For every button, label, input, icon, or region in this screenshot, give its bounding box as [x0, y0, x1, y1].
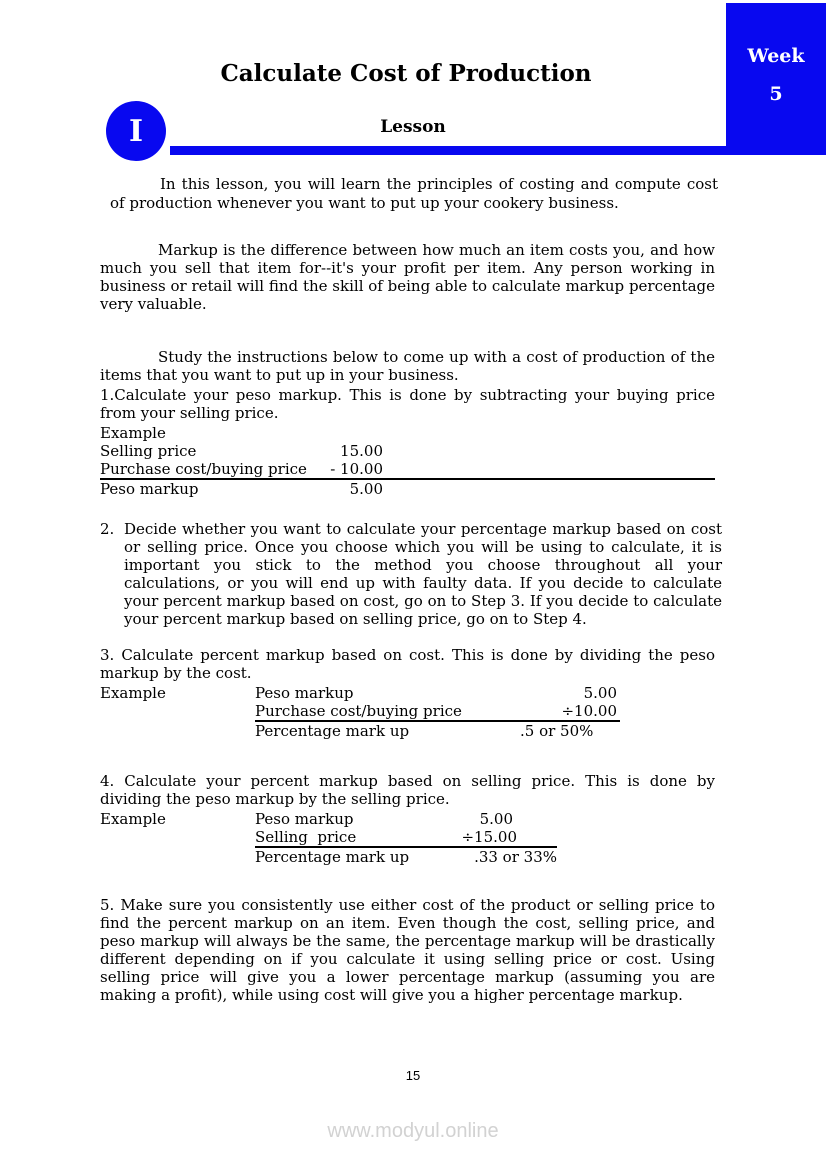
example-row-value: 5.00 — [479, 810, 513, 828]
step-2-number: 2. — [100, 520, 115, 538]
example-row — [255, 828, 557, 848]
example-row — [100, 442, 715, 460]
example-row-value: ÷10.00 — [561, 702, 617, 720]
example-row-value: - 10.00 — [330, 460, 383, 478]
example-row-value: ÷15.00 — [461, 828, 517, 846]
page-number: 15 — [405, 1068, 421, 1083]
week-label: Week — [747, 45, 805, 67]
example-row-value: .5 or 50% — [520, 722, 594, 740]
example-row-label: Purchase cost/buying price — [255, 702, 462, 720]
intro-paragraph: In this lesson, you will learn the principles of costing and compute cost of production whenever you want to put up your cookery business. — [110, 175, 718, 212]
example-row-label: Purchase cost/buying price — [100, 460, 307, 478]
divider-rule — [170, 146, 726, 155]
week-number: 5 — [769, 83, 783, 105]
example-row-label: Percentage mark up — [255, 722, 410, 740]
example-row — [255, 848, 557, 866]
example-table — [255, 684, 620, 740]
example-row-value: 5.00 — [583, 684, 617, 702]
step-1-example — [100, 424, 715, 498]
step-3-text: 3. Calculate percent markup based on cost. This is done by dividing the peso markup by the cost. — [100, 646, 715, 682]
example-row — [255, 722, 620, 740]
example-row-label: Peso markup — [100, 480, 199, 498]
step-1 — [100, 386, 715, 498]
example-row-value: 5.00 — [349, 480, 383, 498]
lesson-heading: Lesson — [380, 117, 446, 137]
markup-definition-paragraph: Markup is the difference between how much an item costs you, and how much you sell that item for--it's your profit per item. Any person working in business or retail will find the skill of being able to calculate markup percentage very valuable. — [100, 241, 715, 313]
step-2 — [100, 520, 722, 628]
step-4 — [100, 772, 715, 866]
step-4-example — [100, 810, 715, 866]
example-label: Example — [100, 424, 166, 442]
step-5-text: 5. Make sure you consistently use either cost of the product or selling price to find the percent markup on an item. Even though the cost, selling price, and peso markup will always be the same, the percentage markup will be drastically different depending on if you calculate it using selling price or cost. Using selling price will give you a lower percentage markup (assuming you are making a profit), while using cost will give you a higher percentage markup. — [100, 896, 715, 1004]
step-2-text: Decide whether you want to calculate your percentage markup based on cost or selling price. Once you choose which you will be using to calculate, it is important you stick to the method you choose throughout all your calculations, or you will end up with faulty data. If you decide to calculate your percent markup based on cost, go on to Step 3. If you decide to calculate your percent markup based on selling price, go on to Step 4. — [124, 520, 722, 628]
example-row — [255, 702, 620, 722]
step-4-text: 4. Calculate your percent markup based on selling price. This is done by dividing the peso markup by the selling price. — [100, 772, 715, 808]
example-table — [255, 810, 557, 866]
example-row-label: Percentage mark up — [255, 848, 410, 866]
step-3-example — [100, 684, 715, 740]
watermark: www.modyul.online — [327, 1120, 499, 1142]
example-label: Example — [100, 810, 166, 828]
example-row-label: Selling price — [100, 442, 197, 460]
step-1-text: 1.Calculate your peso markup. This is done by subtracting your buying price from your selling price. — [100, 386, 715, 422]
example-row-value: .33 or 33% — [474, 848, 557, 866]
example-row — [255, 810, 557, 828]
example-row — [100, 480, 715, 498]
example-row — [255, 684, 620, 702]
example-label: Example — [100, 684, 166, 702]
page-title: Calculate Cost of Production — [220, 60, 592, 87]
example-row — [100, 460, 715, 480]
step-3 — [100, 646, 715, 740]
step-5 — [100, 896, 715, 1004]
example-row-label: Peso markup — [255, 810, 354, 828]
example-row-label: Selling price — [255, 828, 357, 846]
study-instructions-paragraph: Study the instructions below to come up with a cost of production of the items that you want to put up in your business. — [100, 348, 715, 384]
example-row-label: Peso markup — [255, 684, 354, 702]
lesson-marker-letter: I — [128, 113, 144, 149]
example-row-value: 15.00 — [340, 442, 383, 460]
